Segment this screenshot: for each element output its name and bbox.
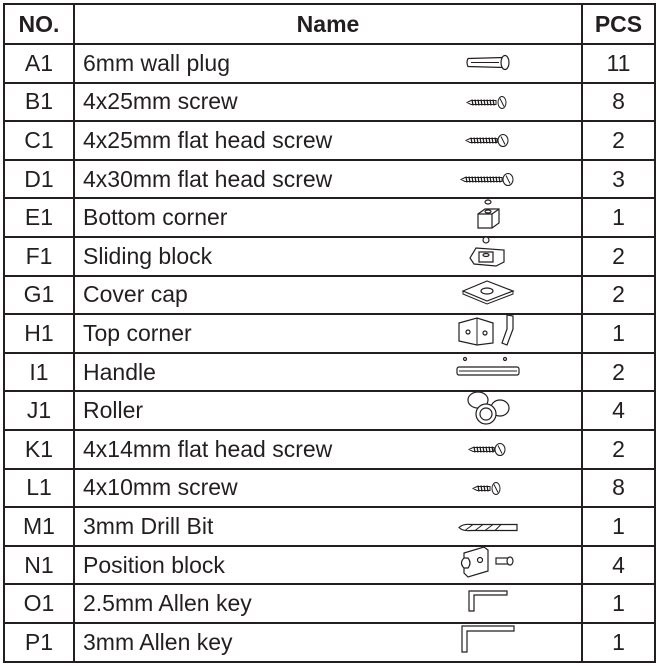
part-number: B1 bbox=[4, 83, 74, 122]
part-name-cell bbox=[74, 198, 582, 237]
short-flat-head-screw-icon bbox=[468, 436, 508, 463]
part-quantity: 2 bbox=[582, 430, 655, 469]
header-row bbox=[4, 4, 655, 44]
table-row bbox=[4, 198, 655, 237]
part-name: Bottom corner bbox=[83, 204, 228, 231]
table-row bbox=[4, 507, 655, 546]
part-name-cell bbox=[74, 430, 582, 469]
part-name: 4x30mm flat head screw bbox=[83, 165, 333, 192]
short-screw-icon bbox=[472, 474, 504, 501]
part-quantity: 2 bbox=[582, 353, 655, 392]
part-number: K1 bbox=[4, 430, 74, 469]
part-name-cell bbox=[74, 507, 582, 546]
part-number: M1 bbox=[4, 507, 74, 546]
table-row bbox=[4, 160, 655, 199]
drill-bit-icon bbox=[457, 513, 519, 540]
table-row bbox=[4, 44, 655, 83]
part-number: G1 bbox=[4, 276, 74, 315]
table-row bbox=[4, 121, 655, 160]
part-quantity: 2 bbox=[582, 121, 655, 160]
table-row bbox=[4, 276, 655, 315]
part-number: J1 bbox=[4, 391, 74, 430]
part-name: Roller bbox=[83, 397, 144, 424]
part-number: D1 bbox=[4, 160, 74, 199]
header-pcs: PCS bbox=[582, 4, 655, 44]
part-name-cell bbox=[74, 237, 582, 276]
table-row bbox=[4, 623, 655, 662]
small-allen-key-icon bbox=[467, 589, 509, 619]
sliding-block-icon bbox=[466, 236, 510, 276]
part-number: H1 bbox=[4, 314, 74, 353]
part-name-cell bbox=[74, 546, 582, 585]
part-quantity: 2 bbox=[582, 237, 655, 276]
table-row bbox=[4, 584, 655, 623]
bottom-corner-icon bbox=[473, 198, 503, 238]
table-row bbox=[4, 353, 655, 392]
part-name: Position block bbox=[83, 551, 225, 578]
part-name-cell bbox=[74, 469, 582, 508]
header-no: NO. bbox=[4, 4, 74, 44]
part-name: Cover cap bbox=[83, 281, 188, 308]
top-corner-icon bbox=[457, 313, 519, 353]
part-quantity: 3 bbox=[582, 160, 655, 199]
table-row bbox=[4, 469, 655, 508]
part-name-cell bbox=[74, 353, 582, 392]
flat-head-screw-icon bbox=[465, 127, 511, 154]
allen-key-icon bbox=[460, 624, 516, 660]
cover-cap-icon bbox=[461, 279, 515, 311]
part-number: L1 bbox=[4, 469, 74, 508]
part-quantity: 1 bbox=[582, 623, 655, 662]
part-name: Top corner bbox=[83, 319, 192, 346]
part-number: C1 bbox=[4, 121, 74, 160]
table-row bbox=[4, 430, 655, 469]
screw-icon bbox=[466, 88, 510, 115]
handle-icon bbox=[455, 355, 521, 389]
part-number: O1 bbox=[4, 584, 74, 623]
part-number: P1 bbox=[4, 623, 74, 662]
part-name-cell bbox=[74, 623, 582, 662]
part-quantity: 8 bbox=[582, 469, 655, 508]
table-row bbox=[4, 83, 655, 122]
table-row bbox=[4, 237, 655, 276]
parts-list-table bbox=[3, 3, 656, 663]
part-name: Handle bbox=[83, 358, 156, 385]
part-name: 4x10mm screw bbox=[83, 474, 238, 501]
part-quantity: 1 bbox=[582, 314, 655, 353]
part-name-cell bbox=[74, 584, 582, 623]
part-number: E1 bbox=[4, 198, 74, 237]
table-row bbox=[4, 314, 655, 353]
part-name: 6mm wall plug bbox=[83, 49, 230, 76]
part-quantity: 1 bbox=[582, 584, 655, 623]
roller-icon bbox=[466, 390, 510, 432]
position-block-icon bbox=[458, 545, 518, 585]
part-name-cell bbox=[74, 44, 582, 83]
part-quantity: 8 bbox=[582, 83, 655, 122]
part-quantity: 1 bbox=[582, 507, 655, 546]
part-name-cell bbox=[74, 314, 582, 353]
header-name: Name bbox=[74, 4, 582, 44]
part-quantity: 2 bbox=[582, 276, 655, 315]
part-quantity: 11 bbox=[582, 44, 655, 83]
part-name: 4x25mm flat head screw bbox=[83, 126, 333, 153]
part-name: 4x14mm flat head screw bbox=[83, 435, 333, 462]
part-name-cell bbox=[74, 83, 582, 122]
part-name: 4x25mm screw bbox=[83, 88, 238, 115]
part-quantity: 4 bbox=[582, 546, 655, 585]
table-row bbox=[4, 546, 655, 585]
part-number: A1 bbox=[4, 44, 74, 83]
part-name: 3mm Drill Bit bbox=[83, 512, 214, 539]
part-name-cell bbox=[74, 276, 582, 315]
part-name-cell bbox=[74, 160, 582, 199]
part-name: 2.5mm Allen key bbox=[83, 590, 252, 617]
table-row bbox=[4, 391, 655, 430]
part-quantity: 1 bbox=[582, 198, 655, 237]
part-name-cell bbox=[74, 391, 582, 430]
wall-plug-icon bbox=[465, 50, 511, 77]
long-flat-head-screw-icon bbox=[460, 166, 516, 193]
part-number: N1 bbox=[4, 546, 74, 585]
part-number: F1 bbox=[4, 237, 74, 276]
part-name: 3mm Allen key bbox=[83, 628, 233, 655]
part-quantity: 4 bbox=[582, 391, 655, 430]
part-name: Sliding block bbox=[83, 242, 213, 269]
part-name-cell bbox=[74, 121, 582, 160]
part-number: I1 bbox=[4, 353, 74, 392]
